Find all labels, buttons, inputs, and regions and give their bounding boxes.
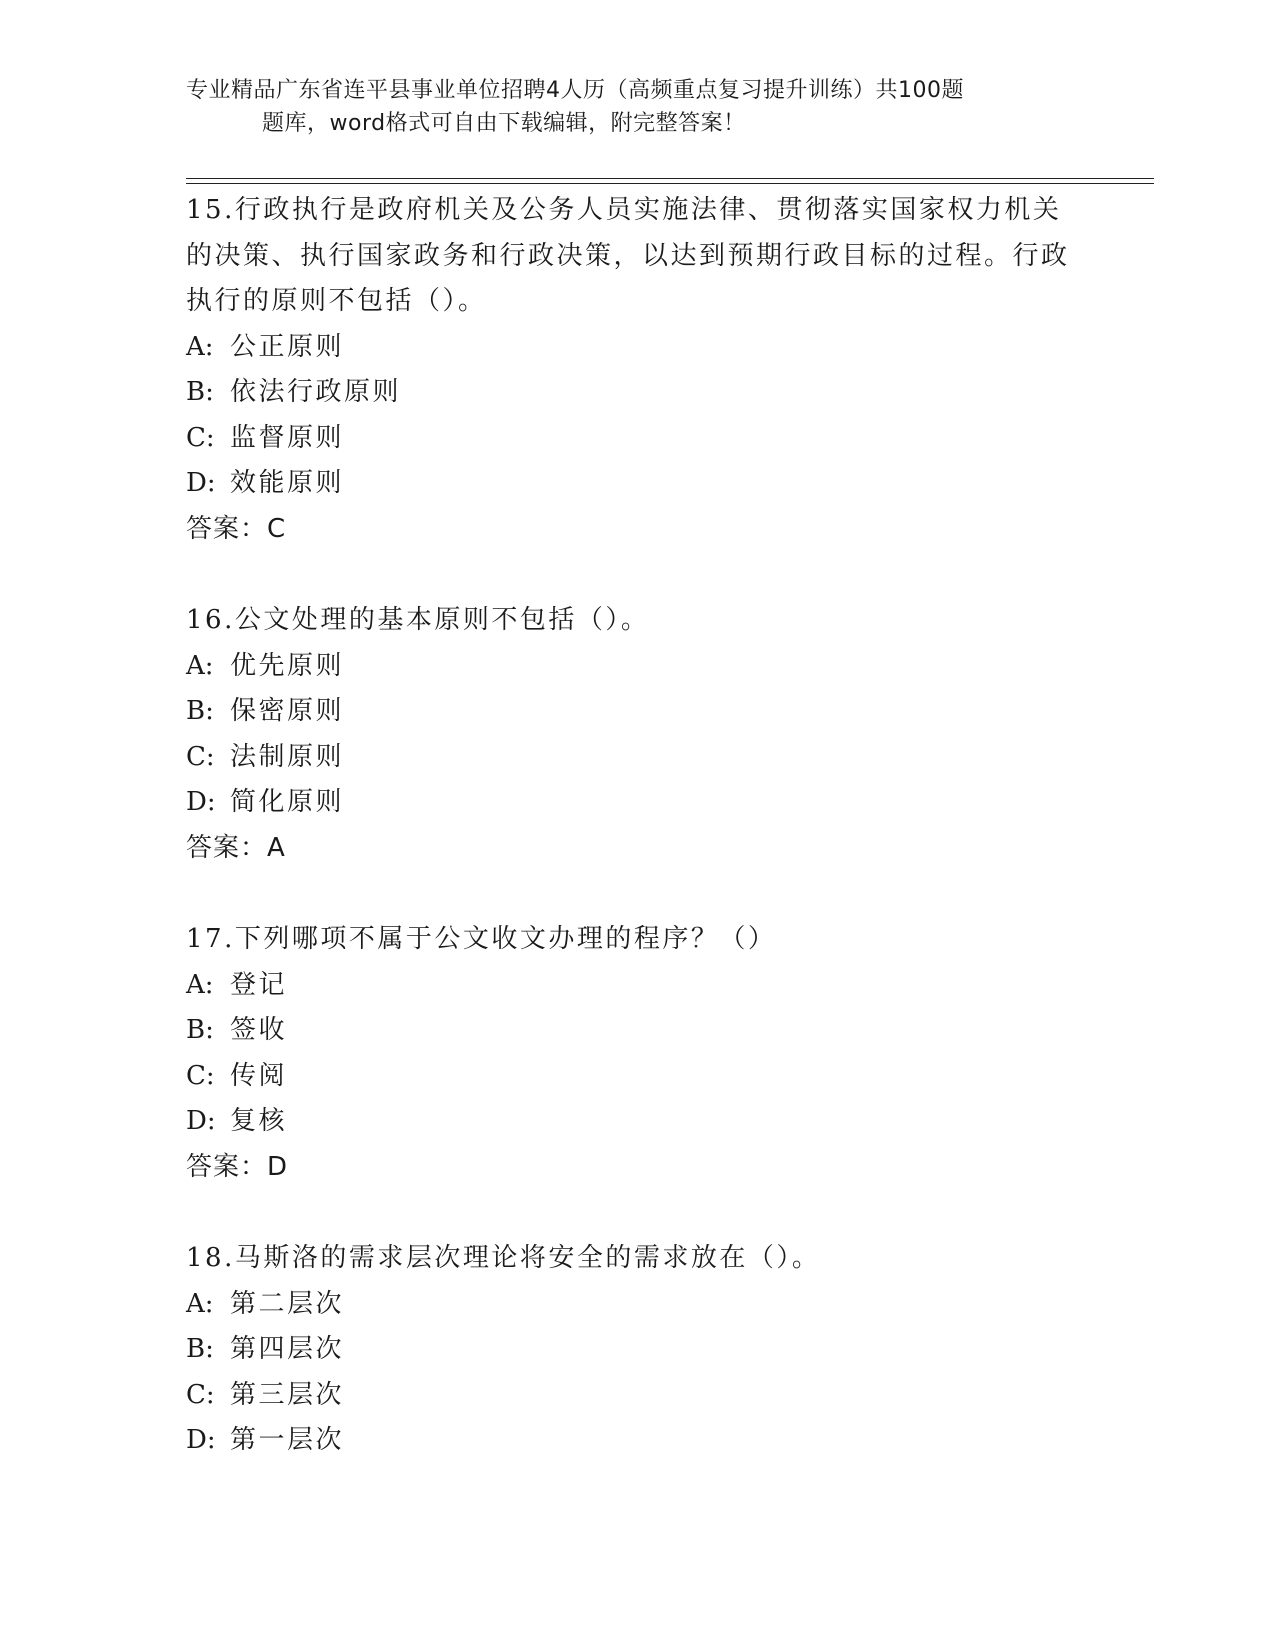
option-text: 效能原则 (230, 468, 345, 498)
option-text: 公正原则 (230, 331, 345, 362)
option-letter: A: (186, 969, 214, 1000)
option-letter: D: (186, 1106, 216, 1136)
option-text: 法制原则 (230, 741, 345, 772)
answer-line: 答案：D (186, 1151, 289, 1182)
option-letter: B: (186, 1015, 214, 1045)
header-title-line2: 题库，word格式可自由下载编辑，附完整答案！ (262, 111, 746, 136)
option-letter: C: (186, 422, 215, 453)
option-text: 第三层次 (230, 1379, 345, 1410)
option-a (186, 963, 1086, 1009)
option-c (186, 1054, 1086, 1100)
option-text: 依法行政原则 (230, 377, 402, 407)
option-letter: A: (186, 650, 214, 681)
question-18 (186, 1236, 1086, 1464)
option-c (186, 735, 1086, 781)
header-title-line1: 专业精品广东省连平县事业单位招聘4人历（高频重点复习提升训练）共100题 (186, 78, 964, 103)
option-d (186, 461, 1086, 507)
option-b (186, 689, 1086, 735)
option-letter: D: (186, 468, 216, 498)
option-d (186, 1418, 1086, 1464)
option-text: 第二层次 (230, 1288, 345, 1319)
option-b (186, 1008, 1086, 1054)
question-16 (186, 598, 1086, 871)
option-text: 第一层次 (230, 1425, 345, 1455)
question-stem: 16.公文处理的基本原则不包括（）。 (186, 605, 650, 635)
question-17 (186, 917, 1086, 1190)
option-letter: C: (186, 1379, 215, 1410)
question-stem: 17.下列哪项不属于公文收文办理的程序？（） (186, 924, 777, 954)
option-letter: C: (186, 1060, 215, 1091)
option-text: 简化原则 (230, 787, 345, 817)
question-15 (186, 188, 1086, 552)
option-a (186, 644, 1086, 690)
option-a (186, 325, 1086, 371)
option-a (186, 1282, 1086, 1328)
option-letter: B: (186, 377, 214, 407)
option-letter: D: (186, 787, 216, 817)
document-header (186, 74, 1066, 140)
answer-line: 答案：C (186, 513, 287, 544)
option-d (186, 1099, 1086, 1145)
question-stem: 18.马斯洛的需求层次理论将安全的需求放在（）。 (186, 1243, 821, 1273)
question-stem: 15.行政执行是政府机关及公务人员实施法律、贯彻落实国家权力机关的决策、执行国家政务和行政决策，以达到预期行政目标的过程。行政执行的原则不包括（）。 (186, 195, 1070, 316)
option-c (186, 1373, 1086, 1419)
question-list (186, 188, 1086, 1510)
option-text: 复核 (230, 1106, 288, 1136)
option-letter: A: (186, 331, 214, 362)
header-divider-top (186, 178, 1154, 179)
option-c (186, 416, 1086, 462)
option-letter: D: (186, 1425, 216, 1455)
option-letter: A: (186, 1288, 214, 1319)
option-text: 登记 (230, 969, 288, 1000)
answer-line: 答案：A (186, 832, 286, 863)
option-letter: B: (186, 696, 214, 726)
option-letter: C: (186, 741, 215, 772)
option-text: 签收 (230, 1015, 288, 1045)
option-text: 传阅 (230, 1060, 288, 1091)
option-text: 第四层次 (230, 1334, 345, 1364)
header-divider-bottom (186, 183, 1154, 184)
option-text: 监督原则 (230, 422, 345, 453)
option-b (186, 1327, 1086, 1373)
option-letter: B: (186, 1334, 214, 1364)
option-text: 保密原则 (230, 696, 345, 726)
option-d (186, 780, 1086, 826)
option-text: 优先原则 (230, 650, 345, 681)
option-b (186, 370, 1086, 416)
